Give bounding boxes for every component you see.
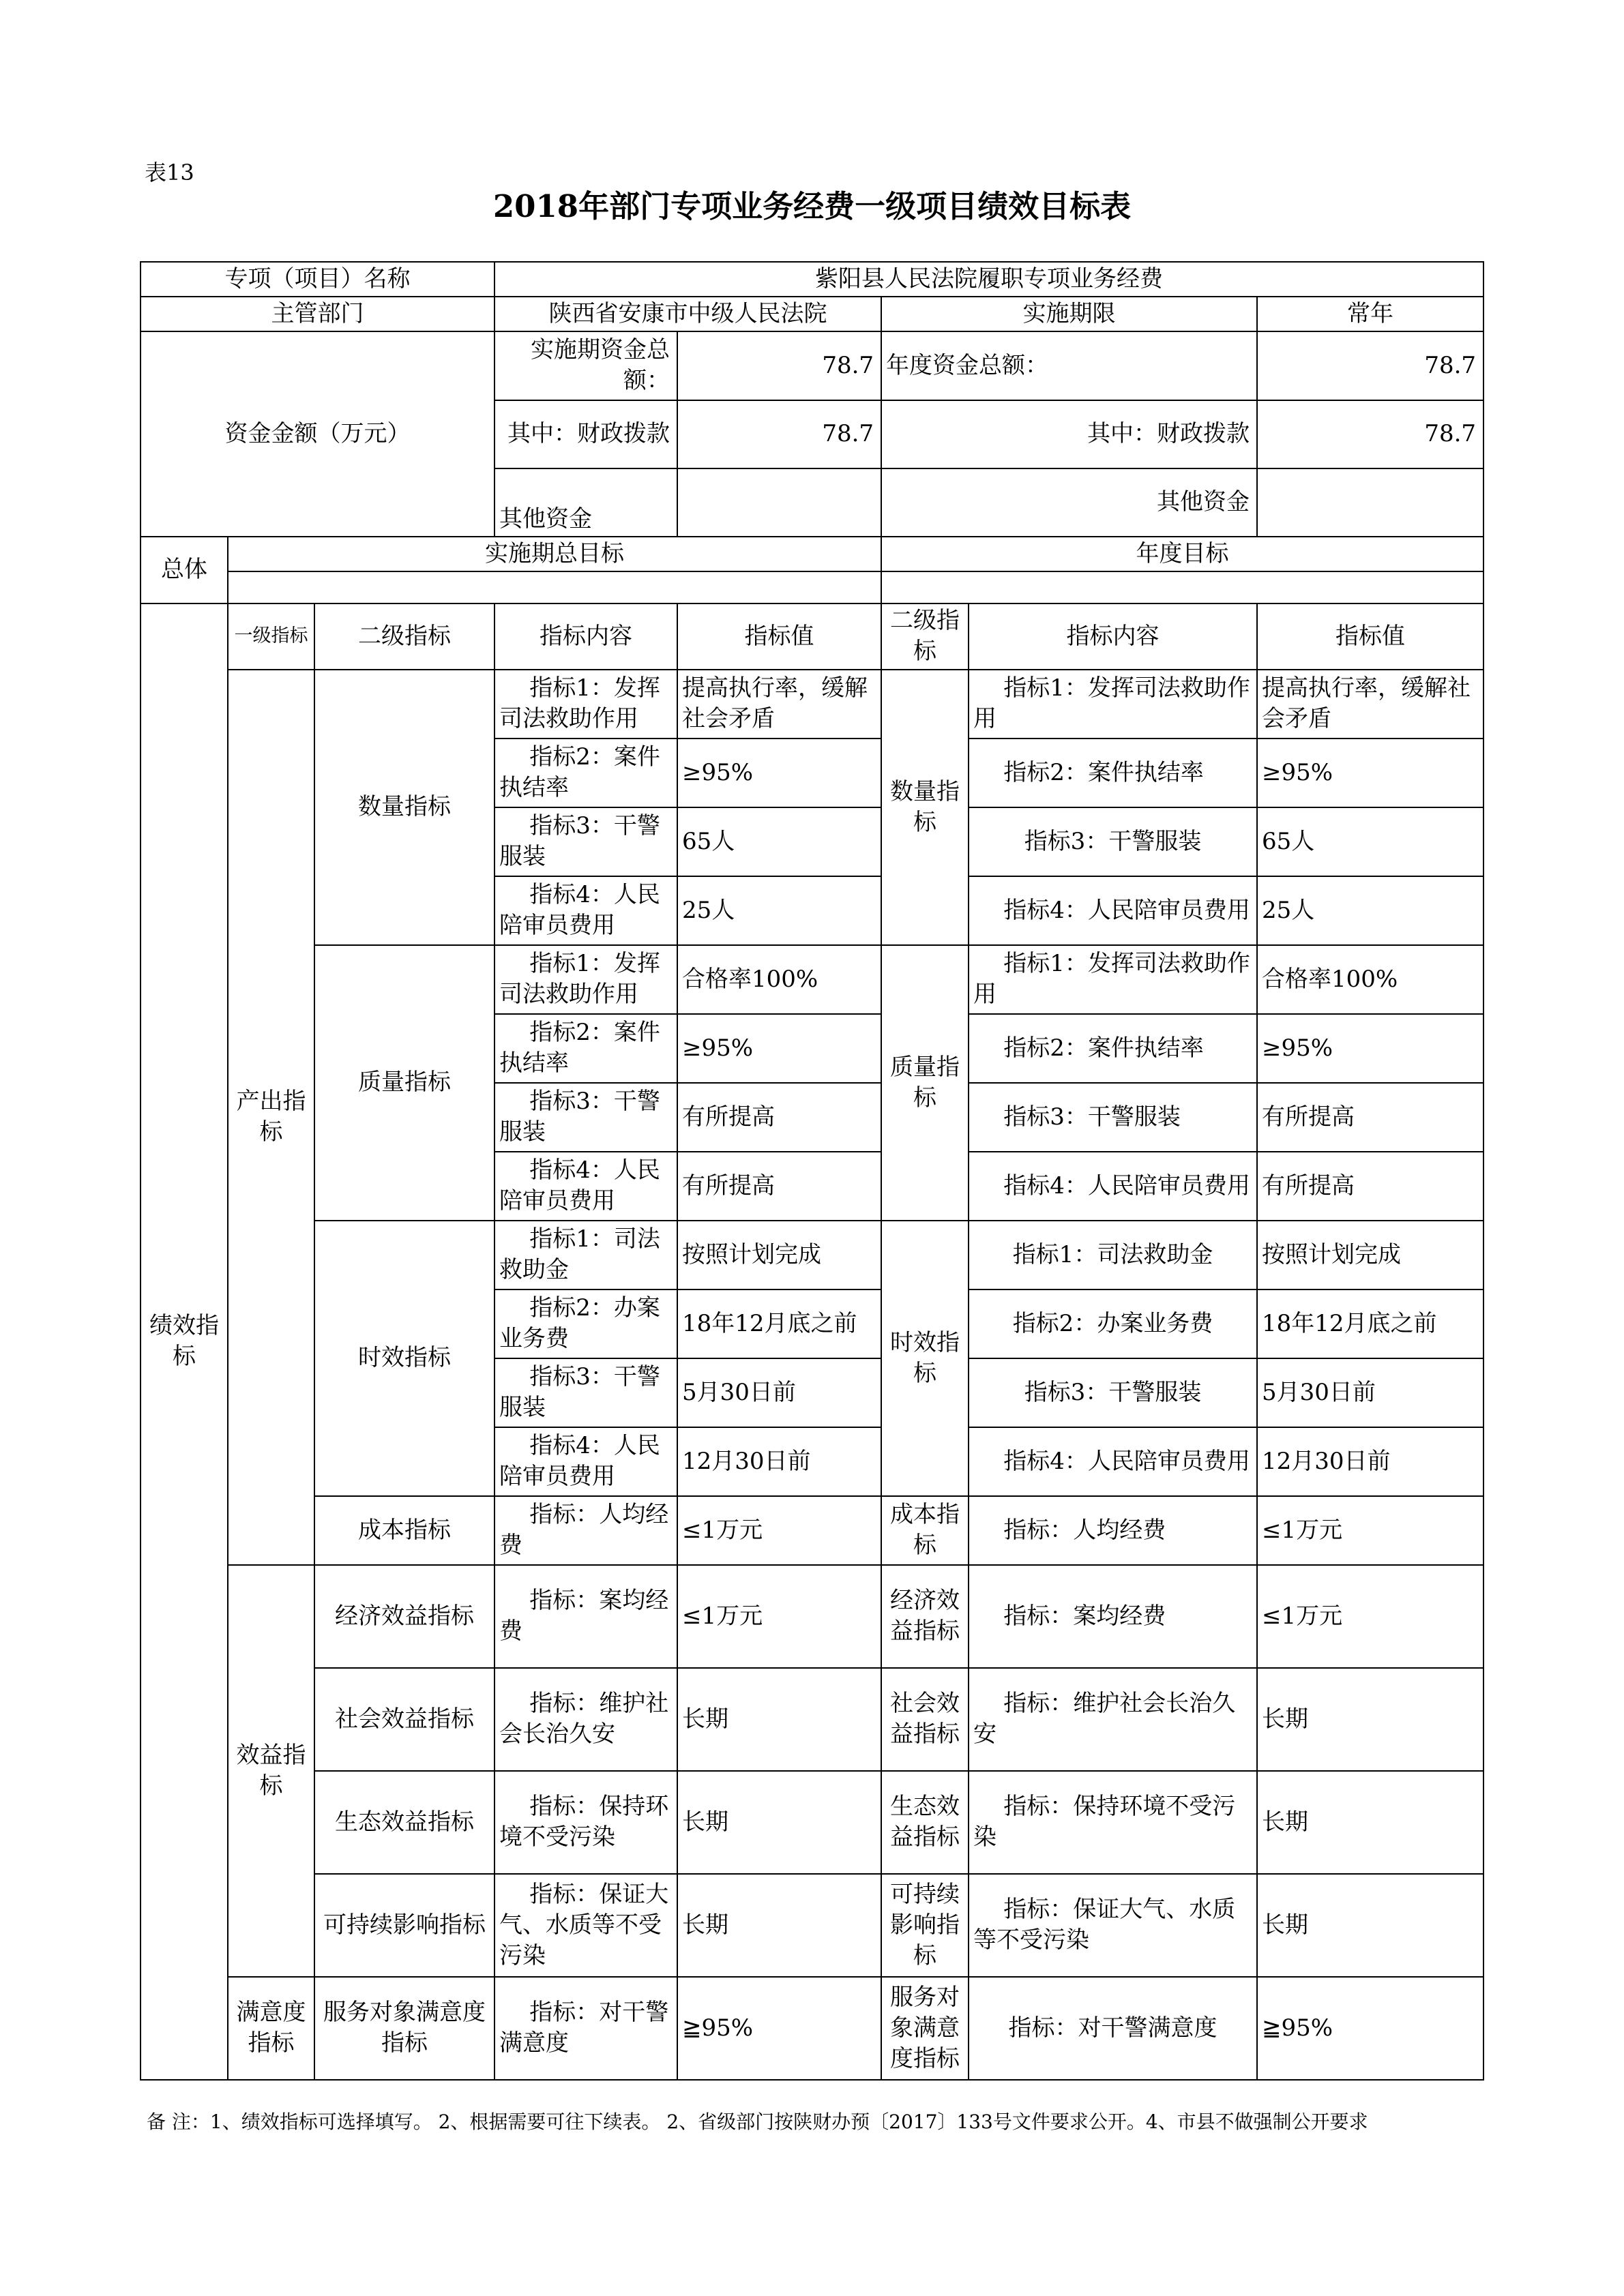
annual-benefit-row-label: 社会效益指标	[881, 1668, 969, 1771]
quantity-value: 提高执行率，缓解社会矛盾	[677, 670, 881, 739]
timeliness-value: 18年12月底之前	[677, 1289, 881, 1358]
funds-label: 资金金额（万元）	[141, 331, 494, 537]
annual-timeliness-value: 18年12月底之前	[1257, 1289, 1483, 1358]
satisfaction-value: ≧95%	[677, 1977, 881, 2080]
quality-value: 合格率100%	[677, 945, 881, 1014]
annual-col-lvl2-header: 二级指标	[881, 603, 969, 670]
benefit-value: ≤1万元	[677, 1565, 881, 1668]
quality-content: 指标1：发挥司法救助作用	[494, 945, 677, 1014]
annual-quantity-value: 提高执行率，缓解社会矛盾	[1257, 670, 1483, 739]
annual-benefit-row-label: 生态效益指标	[881, 1771, 969, 1874]
cost-content: 指标：人均经费	[494, 1496, 677, 1565]
benefit-label: 效益指标	[228, 1565, 314, 1977]
annual-timeliness-label: 时效指标	[881, 1221, 969, 1496]
benefit-row-label: 生态效益指标	[314, 1771, 494, 1874]
quality-label: 质量指标	[314, 945, 494, 1221]
annual-benefit-content: 指标：案均经费	[969, 1565, 1257, 1668]
annual-benefit-row-label: 可持续影响指标	[881, 1874, 969, 1977]
footnote: 备 注：1、绩效指标可选择填写。 2、根据需要可往下续表。 2、省级部门按陕财办预〔2017〕133号文件要求公开。4、市县不做强制公开要求	[147, 2111, 1368, 2133]
benefit-value: 长期	[677, 1771, 881, 1874]
timeliness-value: 按照计划完成	[677, 1221, 881, 1289]
cost-label: 成本指标	[314, 1496, 494, 1565]
benefit-value: 长期	[677, 1874, 881, 1977]
annual-col-content-header: 指标内容	[969, 603, 1257, 670]
benefit-value: 长期	[677, 1668, 881, 1771]
quantity-content: 指标2：案件执结率	[494, 739, 677, 807]
timeliness-label: 时效指标	[314, 1221, 494, 1496]
annual-total-value: 78.7	[1257, 331, 1483, 400]
satisfaction-label: 满意度指标	[228, 1977, 314, 2080]
benefit-row-label: 经济效益指标	[314, 1565, 494, 1668]
fiscal-value: 78.7	[677, 400, 881, 468]
satisfaction-content: 指标：对干警满意度	[494, 1977, 677, 2080]
annual-timeliness-value: 5月30日前	[1257, 1358, 1483, 1427]
annual-quality-value: 有所提高	[1257, 1083, 1483, 1152]
annual-fiscal-value: 78.7	[1257, 400, 1483, 468]
quantity-value: 25人	[677, 876, 881, 945]
timeliness-content: 指标4：人民陪审员费用	[494, 1427, 677, 1496]
fiscal-label: 其中：财政拨款	[494, 400, 677, 468]
annual-quality-value: 合格率100%	[1257, 945, 1483, 1014]
annual-quality-content: 指标4：人民陪审员费用	[969, 1152, 1257, 1221]
annual-quantity-content: 指标4：人民陪审员费用	[969, 876, 1257, 945]
benefit-row-label: 可持续影响指标	[314, 1874, 494, 1977]
annual-goal-value	[881, 571, 1483, 603]
output-label: 产出指标	[228, 670, 314, 1565]
annual-satisfaction-row-label: 服务对象满意度指标	[881, 1977, 969, 2080]
dept-label: 主管部门	[141, 297, 494, 331]
overall-label: 总体	[141, 537, 228, 603]
benefit-content: 指标：保证大气、水质等不受污染	[494, 1874, 677, 1977]
annual-quality-content: 指标3：干警服装	[969, 1083, 1257, 1152]
cost-value: ≤1万元	[677, 1496, 881, 1565]
col-content-header: 指标内容	[494, 603, 677, 670]
annual-quality-value: ≥95%	[1257, 1014, 1483, 1083]
annual-quantity-content: 指标1：发挥司法救助作用	[969, 670, 1257, 739]
page-title: 2018年部门专项业务经费一级项目绩效目标表	[492, 188, 1132, 224]
project-name-label: 专项（项目）名称	[141, 262, 494, 297]
timeliness-content: 指标1：司法救助金	[494, 1221, 677, 1289]
annual-benefit-content: 指标：保证大气、水质等不受污染	[969, 1874, 1257, 1977]
annual-satisfaction-value: ≧95%	[1257, 1977, 1483, 2080]
quantity-content: 指标1：发挥司法救助作用	[494, 670, 677, 739]
quantity-content: 指标4：人民陪审员费用	[494, 876, 677, 945]
annual-quantity-content: 指标3：干警服装	[969, 807, 1257, 876]
annual-cost-value: ≤1万元	[1257, 1496, 1483, 1565]
annual-other-label: 其他资金	[881, 468, 1257, 537]
annual-benefit-value: 长期	[1257, 1668, 1483, 1771]
benefit-content: 指标：案均经费	[494, 1565, 677, 1668]
quality-value: 有所提高	[677, 1152, 881, 1221]
total-funds-value: 78.7	[677, 331, 881, 400]
period-label: 实施期限	[881, 297, 1257, 331]
timeliness-content: 指标2：办案业务费	[494, 1289, 677, 1358]
col-value-header: 指标值	[677, 603, 881, 670]
quantity-value: 65人	[677, 807, 881, 876]
project-name-value: 紫阳县人民法院履职专项业务经费	[494, 262, 1483, 297]
annual-quality-value: 有所提高	[1257, 1152, 1483, 1221]
perf-label: 绩效指标	[141, 603, 228, 2080]
timeliness-value: 5月30日前	[677, 1358, 881, 1427]
quality-value: ≥95%	[677, 1014, 881, 1083]
annual-quality-content: 指标2：案件执结率	[969, 1014, 1257, 1083]
period-goal-label: 实施期总目标	[228, 537, 881, 571]
quantity-value: ≥95%	[677, 739, 881, 807]
quantity-label: 数量指标	[314, 670, 494, 945]
timeliness-content: 指标3：干警服装	[494, 1358, 677, 1427]
annual-quantity-value: 65人	[1257, 807, 1483, 876]
annual-quantity-content: 指标2：案件执结率	[969, 739, 1257, 807]
other-funds-value	[677, 468, 881, 537]
annual-cost-label: 成本指标	[881, 1496, 969, 1565]
col-lvl2-header: 二级指标	[314, 603, 494, 670]
col-lvl1-header: 一级指标	[228, 603, 314, 670]
benefit-row-label: 社会效益指标	[314, 1668, 494, 1771]
annual-goal-label: 年度目标	[881, 537, 1483, 571]
annual-benefit-content: 指标：维护社会长治久安	[969, 1668, 1257, 1771]
benefit-content: 指标：维护社会长治久安	[494, 1668, 677, 1771]
annual-fiscal-label: 其中：财政拨款	[881, 400, 1257, 468]
benefit-content: 指标：保持环境不受污染	[494, 1771, 677, 1874]
dept-value: 陕西省安康市中级人民法院	[494, 297, 881, 331]
annual-timeliness-content: 指标4：人民陪审员费用	[969, 1427, 1257, 1496]
annual-quantity-label: 数量指标	[881, 670, 969, 945]
quality-content: 指标3：干警服装	[494, 1083, 677, 1152]
annual-quality-content: 指标1：发挥司法救助作用	[969, 945, 1257, 1014]
annual-benefit-value: 长期	[1257, 1874, 1483, 1977]
annual-benefit-content: 指标：保持环境不受污染	[969, 1771, 1257, 1874]
annual-timeliness-content: 指标1：司法救助金	[969, 1221, 1257, 1289]
annual-col-value-header: 指标值	[1257, 603, 1483, 670]
annual-timeliness-value: 12月30日前	[1257, 1427, 1483, 1496]
annual-other-value	[1257, 468, 1483, 537]
period-value: 常年	[1257, 297, 1483, 331]
annual-quantity-value: ≥95%	[1257, 739, 1483, 807]
table-label: 表13	[145, 160, 194, 185]
other-funds-label: 其他资金	[494, 468, 677, 537]
timeliness-value: 12月30日前	[677, 1427, 881, 1496]
quality-content: 指标2：案件执结率	[494, 1014, 677, 1083]
annual-timeliness-content: 指标2：办案业务费	[969, 1289, 1257, 1358]
annual-cost-content: 指标：人均经费	[969, 1496, 1257, 1565]
annual-benefit-row-label: 经济效益指标	[881, 1565, 969, 1668]
annual-quality-label: 质量指标	[881, 945, 969, 1221]
quality-content: 指标4：人民陪审员费用	[494, 1152, 677, 1221]
satisfaction-row-label: 服务对象满意度指标	[314, 1977, 494, 2080]
annual-benefit-value: ≤1万元	[1257, 1565, 1483, 1668]
annual-benefit-value: 长期	[1257, 1771, 1483, 1874]
annual-total-label: 年度资金总额：	[881, 331, 1257, 400]
performance-target-table	[140, 261, 1484, 2081]
annual-timeliness-content: 指标3：干警服装	[969, 1358, 1257, 1427]
annual-timeliness-value: 按照计划完成	[1257, 1221, 1483, 1289]
quality-value: 有所提高	[677, 1083, 881, 1152]
quantity-content: 指标3：干警服装	[494, 807, 677, 876]
annual-satisfaction-content: 指标：对干警满意度	[969, 1977, 1257, 2080]
annual-quantity-value: 25人	[1257, 876, 1483, 945]
period-goal-value	[228, 571, 881, 603]
total-funds-label: 实施期资金总额：	[494, 331, 677, 400]
